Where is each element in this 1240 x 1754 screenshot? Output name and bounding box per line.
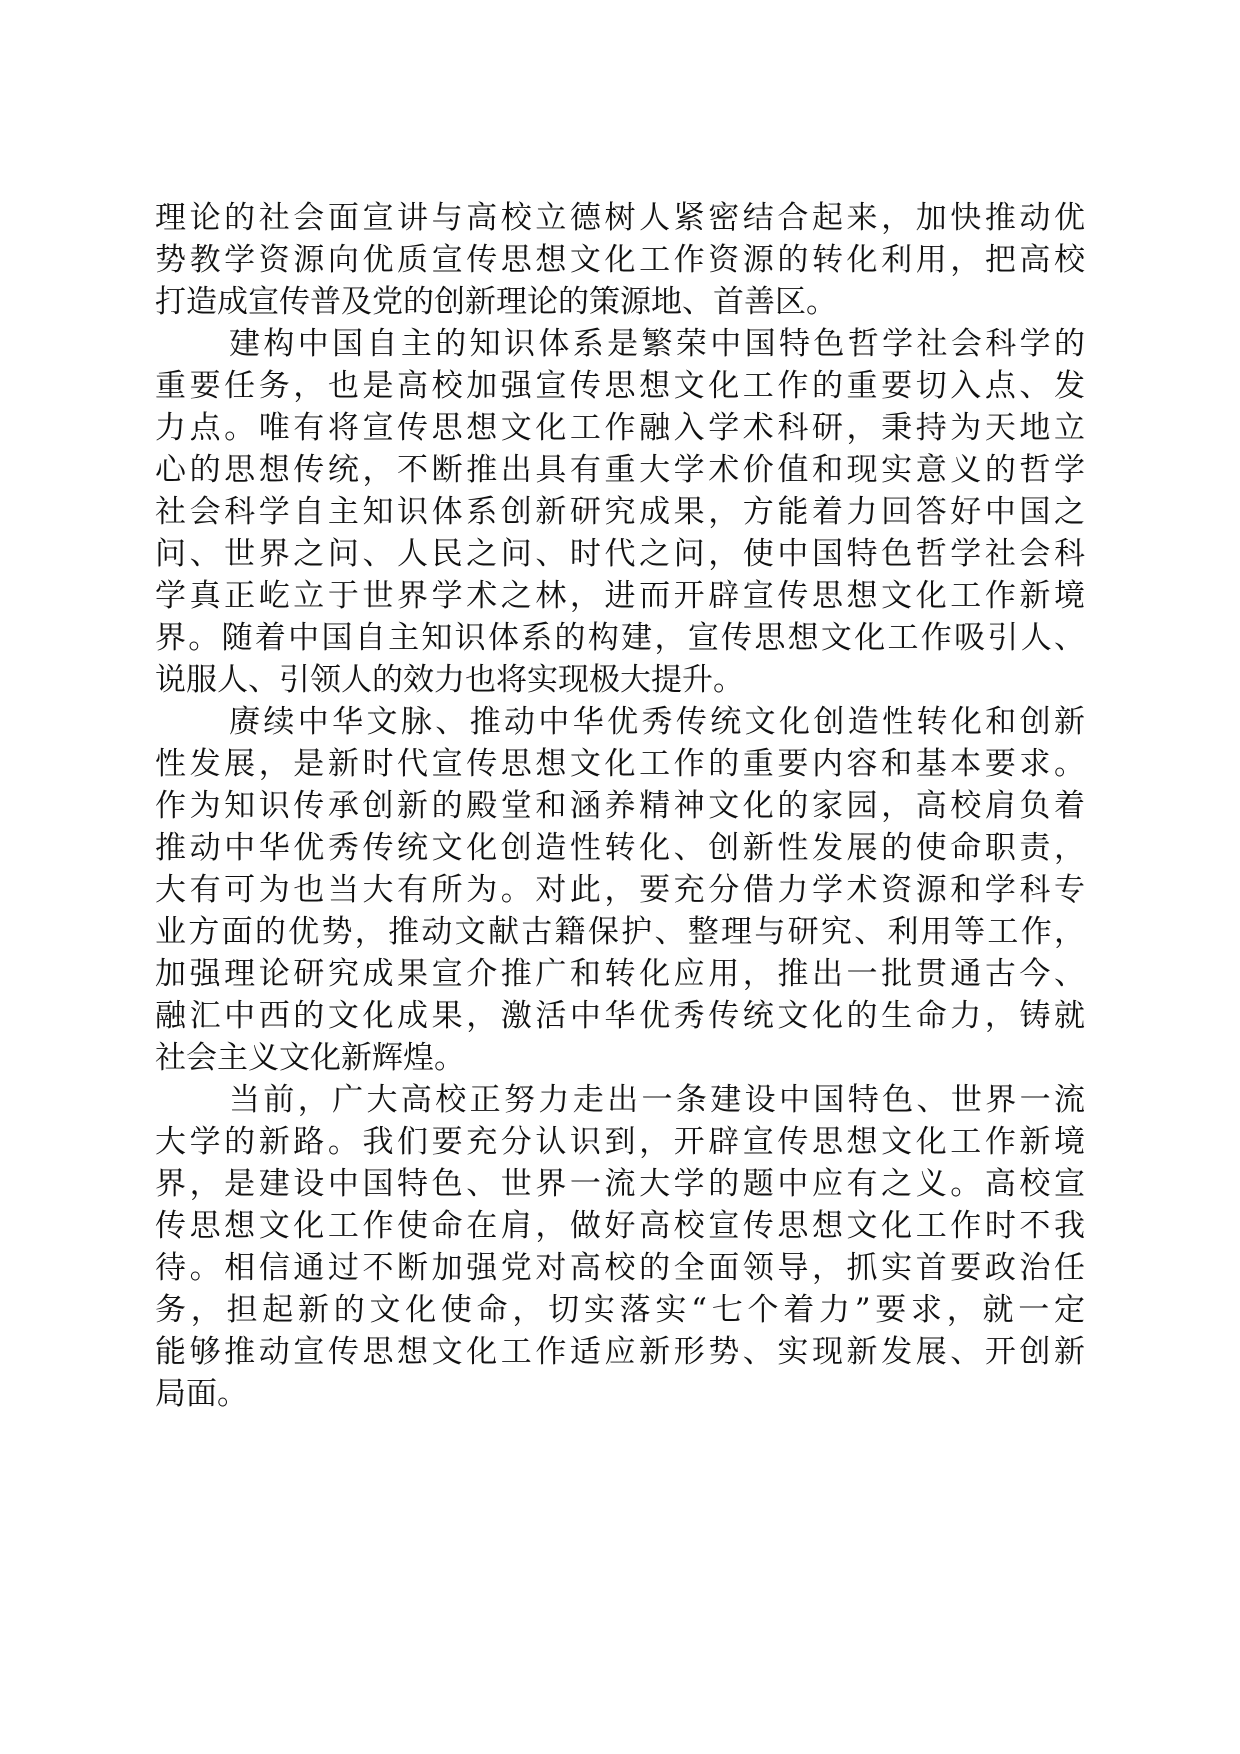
paragraph xyxy=(155,323,1085,701)
text-line: 社会主义文化新辉煌。 xyxy=(155,1040,465,1076)
paragraph xyxy=(155,701,1085,1079)
text-line: 社会科学自主知识体系创新研究成果，方能着力回答好中国之 xyxy=(155,494,1085,530)
text-line: 推动中华优秀传统文化创造性转化、创新性发展的使命职责， xyxy=(155,830,1085,866)
text-line: 势教学资源向优质宣传思想文化工作资源的转化利用，把高校 xyxy=(155,242,1085,278)
text-line: 赓续中华文脉、推动中华优秀传统文化创造性转化和创新 xyxy=(229,704,1085,740)
text-line: 力点。唯有将宣传思想文化工作融入学术科研，秉持为天地立 xyxy=(155,410,1085,446)
text-line: 学真正屹立于世界学术之林，进而开辟宣传思想文化工作新境 xyxy=(155,578,1085,614)
text-line: 重要任务，也是高校加强宣传思想文化工作的重要切入点、发 xyxy=(155,368,1085,404)
text-line: 当前，广大高校正努力走出一条建设中国特色、世界一流 xyxy=(229,1082,1085,1118)
text-line: 传思想文化工作使命在肩，做好高校宣传思想文化工作时不我 xyxy=(155,1208,1085,1244)
text-line: 作为知识传承创新的殿堂和涵养精神文化的家园，高校肩负着 xyxy=(155,788,1085,824)
text-line: 加强理论研究成果宣介推广和转化应用，推出一批贯通古今、 xyxy=(155,956,1085,992)
text-line: 界。随着中国自主知识体系的构建，宣传思想文化工作吸引人、 xyxy=(155,620,1085,656)
text-line: 待。相信通过不断加强党对高校的全面领导，抓实首要政治任 xyxy=(155,1250,1085,1286)
text-line: 务，担起新的文化使命，切实落实“七个着力”要求，就一定 xyxy=(155,1292,1085,1328)
text-line: 大学的新路。我们要充分认识到，开辟宣传思想文化工作新境 xyxy=(155,1124,1085,1160)
text-line: 局面。 xyxy=(155,1376,248,1412)
text-line: 打造成宣传普及党的创新理论的策源地、首善区。 xyxy=(155,284,837,320)
text-line: 业方面的优势，推动文献古籍保护、整理与研究、利用等工作， xyxy=(155,914,1085,950)
text-line: 融汇中西的文化成果，激活中华优秀传统文化的生命力，铸就 xyxy=(155,998,1085,1034)
paragraph xyxy=(155,1079,1085,1415)
text-line: 问、世界之问、人民之问、时代之问，使中国特色哲学社会科 xyxy=(155,536,1085,572)
text-line: 说服人、引领人的效力也将实现极大提升。 xyxy=(155,662,744,698)
text-line: 建构中国自主的知识体系是繁荣中国特色哲学社会科学的 xyxy=(229,326,1085,362)
text-line: 心的思想传统，不断推出具有重大学术价值和现实意义的哲学 xyxy=(155,452,1085,488)
text-line: 能够推动宣传思想文化工作适应新形势、实现新发展、开创新 xyxy=(155,1334,1085,1370)
text-line: 界，是建设中国特色、世界一流大学的题中应有之义。高校宣 xyxy=(155,1166,1085,1202)
text-line: 性发展，是新时代宣传思想文化工作的重要内容和基本要求。 xyxy=(155,746,1085,782)
text-line: 大有可为也当大有所为。对此，要充分借力学术资源和学科专 xyxy=(155,872,1085,908)
document-body xyxy=(155,197,1085,1415)
text-line: 理论的社会面宣讲与高校立德树人紧密结合起来，加快推动优 xyxy=(155,200,1085,236)
paragraph xyxy=(155,197,1085,323)
